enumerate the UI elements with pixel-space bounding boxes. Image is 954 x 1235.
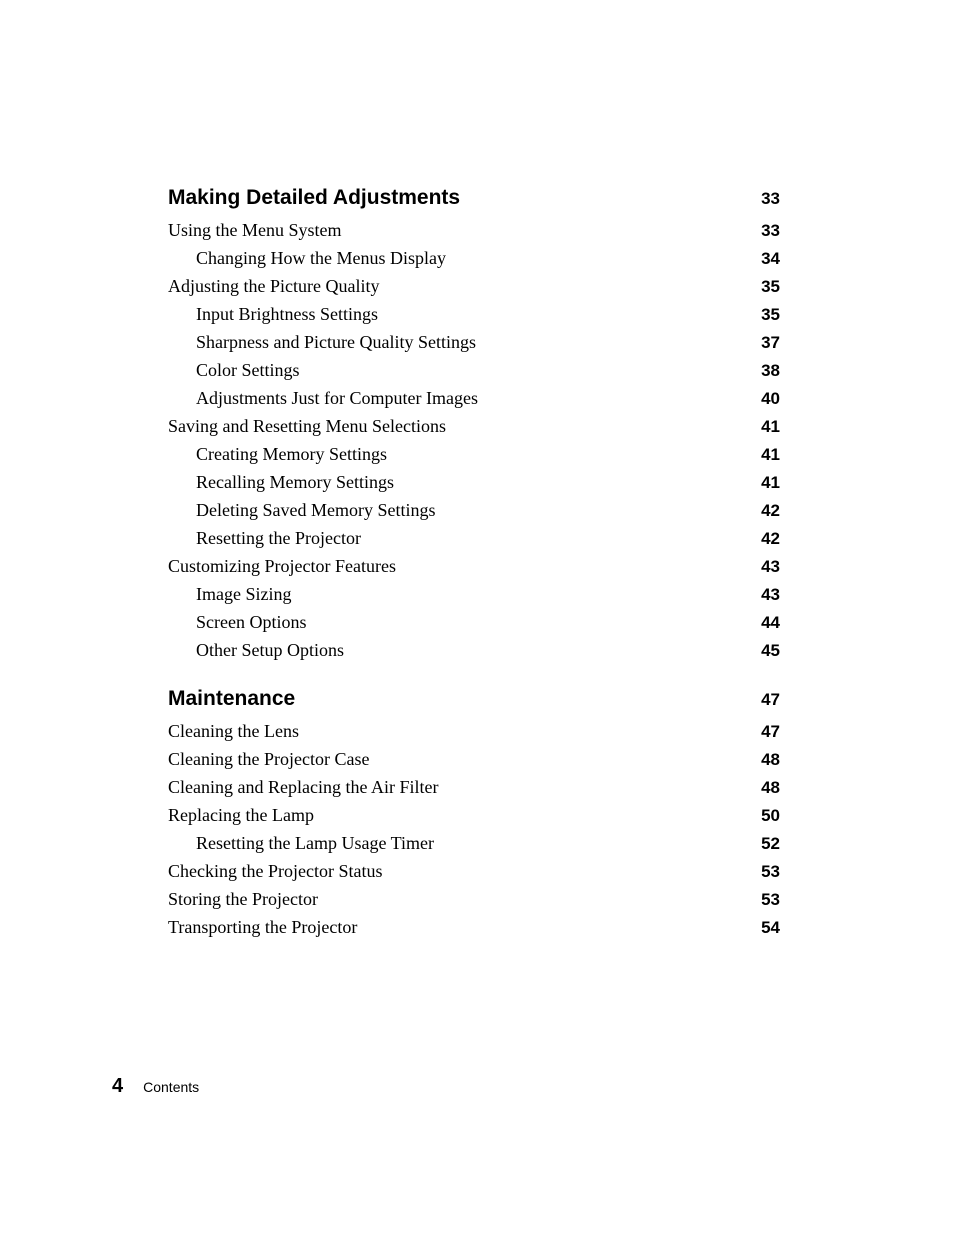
toc-subentry[interactable] [168, 248, 780, 276]
toc-entry[interactable] [168, 276, 780, 304]
toc-entry-page: 41 [761, 445, 780, 464]
chapter-heading-row[interactable] [168, 687, 780, 721]
toc-entry-page: 38 [761, 361, 780, 380]
toc-entry-page: 53 [761, 890, 780, 909]
toc-entry-page: 35 [761, 277, 780, 296]
toc-entry[interactable] [168, 889, 780, 917]
toc-entry-title: Color Settings [196, 360, 300, 380]
toc-entry-title: Using the Menu System [168, 220, 342, 240]
toc-entry-title: Storing the Projector [168, 889, 318, 909]
toc-entry-title: Saving and Resetting Menu Selections [168, 416, 446, 436]
toc-entry[interactable] [168, 777, 780, 805]
toc-entry-title: Creating Memory Settings [196, 444, 387, 464]
toc-subentry[interactable] [168, 472, 780, 500]
toc-section [168, 186, 780, 668]
toc-subentry[interactable] [168, 304, 780, 332]
chapter-heading-row[interactable] [168, 186, 780, 220]
toc-subentry[interactable] [168, 388, 780, 416]
toc-subentry[interactable] [168, 528, 780, 556]
toc-subentry[interactable] [168, 500, 780, 528]
toc-entry-title: Input Brightness Settings [196, 304, 379, 324]
footer-page-number: 4 [112, 1075, 124, 1097]
toc-entry-title: Other Setup Options [196, 640, 344, 660]
toc-entry-page: 48 [761, 778, 780, 797]
toc-entry[interactable] [168, 721, 780, 749]
toc-entry-title: Cleaning the Projector Case [168, 749, 370, 769]
toc-entry[interactable] [168, 749, 780, 777]
toc-entry-page: 44 [761, 613, 780, 632]
toc-entry-page: 34 [761, 249, 780, 268]
chapter-page-number: 33 [761, 189, 780, 208]
toc-entry-page: 37 [761, 333, 780, 352]
toc-entry-page: 48 [761, 750, 780, 769]
page-footer [112, 1075, 199, 1098]
toc-entry-title: Checking the Projector Status [168, 861, 383, 881]
footer-section-label: Contents [143, 1079, 200, 1095]
table-of-contents [168, 186, 780, 945]
toc-entry[interactable] [168, 861, 780, 889]
toc-subentry[interactable] [168, 833, 780, 861]
chapter-title: Maintenance [168, 687, 296, 710]
toc-entry-page: 35 [761, 305, 780, 324]
toc-entry[interactable] [168, 917, 780, 945]
toc-entry-title: Customizing Projector Features [168, 556, 396, 576]
chapter-title: Making Detailed Adjustments [168, 186, 461, 209]
toc-entry-title: Resetting the Projector [196, 528, 361, 548]
toc-entry-page: 50 [761, 806, 780, 825]
toc-subentry[interactable] [168, 640, 780, 668]
toc-entry[interactable] [168, 220, 780, 248]
toc-entry-title: Resetting the Lamp Usage Timer [196, 833, 434, 853]
toc-subentry[interactable] [168, 332, 780, 360]
toc-entry-page: 33 [761, 221, 780, 240]
toc-entry-title: Image Sizing [196, 584, 292, 604]
toc-entry-title: Replacing the Lamp [168, 805, 314, 825]
toc-entry-title: Recalling Memory Settings [196, 472, 394, 492]
toc-entry[interactable] [168, 556, 780, 584]
toc-subentry[interactable] [168, 444, 780, 472]
toc-entry-page: 43 [761, 585, 780, 604]
toc-entry-page: 53 [761, 862, 780, 881]
toc-entry-title: Adjusting the Picture Quality [168, 276, 380, 296]
chapter-page-number: 47 [761, 690, 780, 709]
toc-entry[interactable] [168, 805, 780, 833]
toc-subentry[interactable] [168, 584, 780, 612]
toc-entry[interactable] [168, 416, 780, 444]
toc-entry-page: 40 [761, 389, 780, 408]
toc-entry-page: 41 [761, 473, 780, 492]
toc-entry-title: Changing How the Menus Display [196, 248, 446, 268]
toc-entry-page: 42 [761, 501, 780, 520]
toc-entry-page: 47 [761, 722, 780, 741]
toc-entry-title: Deleting Saved Memory Settings [196, 500, 436, 520]
toc-entry-page: 43 [761, 557, 780, 576]
toc-entry-title: Cleaning the Lens [168, 721, 299, 741]
toc-section [168, 687, 780, 945]
toc-entry-page: 54 [761, 918, 780, 937]
toc-subentry[interactable] [168, 360, 780, 388]
toc-subentry[interactable] [168, 612, 780, 640]
toc-entry-title: Adjustments Just for Computer Images [196, 388, 478, 408]
toc-entry-page: 41 [761, 417, 780, 436]
toc-entry-page: 42 [761, 529, 780, 548]
toc-entry-title: Cleaning and Replacing the Air Filter [168, 777, 439, 797]
toc-entry-page: 52 [761, 834, 780, 853]
toc-entry-title: Sharpness and Picture Quality Settings [196, 332, 476, 352]
toc-entry-page: 45 [761, 641, 780, 660]
toc-entry-title: Screen Options [196, 612, 307, 632]
toc-entry-title: Transporting the Projector [168, 917, 358, 937]
